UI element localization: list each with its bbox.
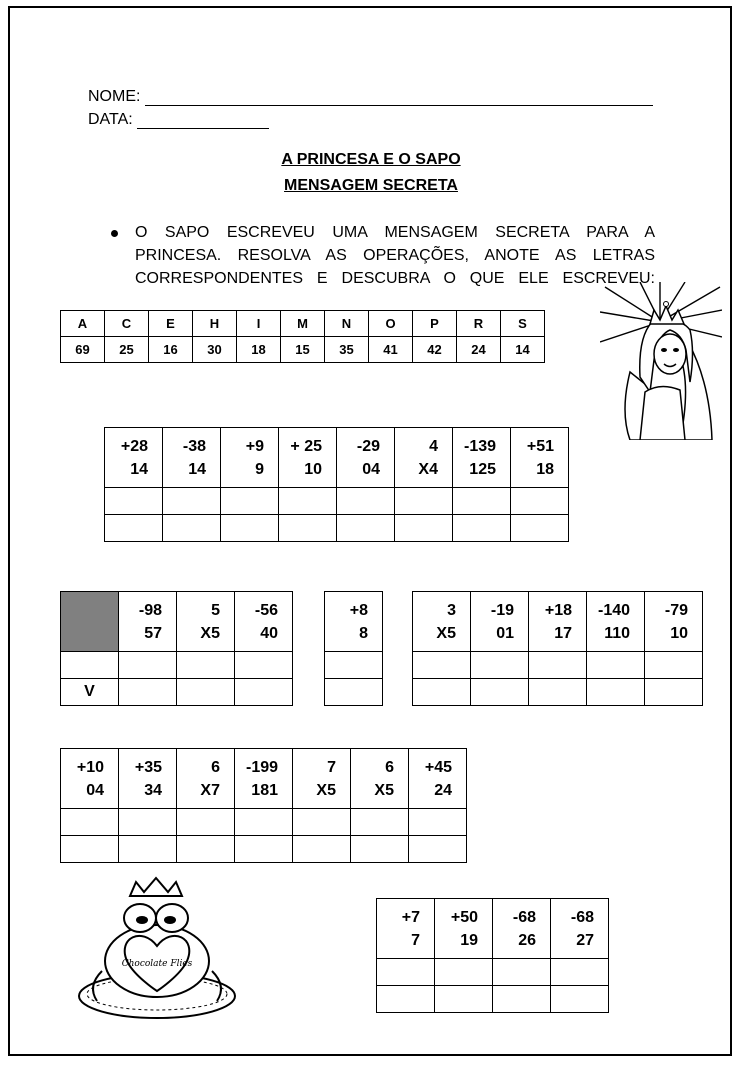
operation-text xyxy=(348,435,380,481)
operand-bottom: X5 xyxy=(316,781,336,799)
letter-row xyxy=(61,836,467,863)
operand-bottom: 7 xyxy=(411,931,420,949)
operations-group-2 xyxy=(60,591,293,706)
given-letter-v: V xyxy=(61,679,119,706)
answer-cell[interactable] xyxy=(279,488,337,515)
letter-cell[interactable] xyxy=(235,679,293,706)
letter-cell[interactable] xyxy=(377,986,435,1013)
letter-cell[interactable] xyxy=(177,679,235,706)
answer-row xyxy=(61,809,467,836)
letter-cell[interactable] xyxy=(395,515,453,542)
key-letter-cell: I xyxy=(237,311,281,337)
answer-cell[interactable] xyxy=(163,488,221,515)
operation-text xyxy=(598,599,630,645)
operation-cell xyxy=(409,749,467,809)
operand-bottom: 57 xyxy=(144,624,162,642)
key-number-cell: 16 xyxy=(149,337,193,363)
answer-row xyxy=(377,959,609,986)
answer-cell[interactable] xyxy=(177,809,235,836)
operand-bottom: 9 xyxy=(255,460,264,478)
operation-text xyxy=(130,756,162,802)
operation-text xyxy=(446,906,478,952)
operation-text xyxy=(424,599,456,645)
operand-top: 5 xyxy=(211,601,220,619)
operation-cell xyxy=(279,428,337,488)
operations-group-4 xyxy=(412,591,703,706)
answer-row xyxy=(325,652,383,679)
operation-text xyxy=(304,756,336,802)
letter-cell[interactable] xyxy=(409,836,467,863)
operation-cell xyxy=(471,592,529,652)
operation-cell xyxy=(235,592,293,652)
letter-cell[interactable] xyxy=(453,515,511,542)
operation-cell xyxy=(235,749,293,809)
frog-prince-illustration xyxy=(72,876,238,1026)
operation-text xyxy=(130,599,162,645)
operations-row xyxy=(413,592,703,652)
operation-cell xyxy=(493,899,551,959)
letter-row xyxy=(61,679,293,706)
operations-group-3 xyxy=(324,591,383,706)
operand-top: +50 xyxy=(450,908,478,926)
operand-top: +18 xyxy=(544,601,572,619)
letter-cell[interactable] xyxy=(119,836,177,863)
key-letter-cell: E xyxy=(149,311,193,337)
operation-cell xyxy=(413,592,471,652)
operations-group-1 xyxy=(104,427,569,542)
operand-top: -199 xyxy=(246,758,279,776)
operand-top: 6 xyxy=(211,758,220,776)
operation-cell xyxy=(645,592,703,652)
name-field[interactable] xyxy=(145,89,653,106)
letter-row xyxy=(325,679,383,706)
answer-cell[interactable] xyxy=(61,809,119,836)
operation-cell xyxy=(163,428,221,488)
key-letters-row xyxy=(61,311,545,337)
answer-cell[interactable] xyxy=(587,652,645,679)
letter-cell[interactable] xyxy=(177,836,235,863)
operation-text xyxy=(232,435,264,481)
letter-cell[interactable] xyxy=(337,515,395,542)
operand-top: +35 xyxy=(134,758,162,776)
instruction-line-3: CORRESPONDENTES E DESCUBRA O QUE ELE ESCREVEU: xyxy=(135,270,655,287)
answer-cell[interactable] xyxy=(435,959,493,986)
operand-bottom: 18 xyxy=(536,460,554,478)
date-label: DATA: xyxy=(88,111,133,128)
operand-bottom: X7 xyxy=(200,781,220,799)
answer-cell[interactable] xyxy=(529,652,587,679)
key-number-cell: 41 xyxy=(369,337,413,363)
operation-cell xyxy=(435,899,493,959)
letter-cell[interactable] xyxy=(493,986,551,1013)
operand-bottom: 34 xyxy=(144,781,162,799)
key-letter-cell: H xyxy=(193,311,237,337)
operand-top: -38 xyxy=(182,437,206,455)
key-letter-cell: A xyxy=(61,311,105,337)
operand-top: + 25 xyxy=(290,437,322,455)
operand-top: -56 xyxy=(254,601,278,619)
key-letter-cell: O xyxy=(369,311,413,337)
answer-cell[interactable] xyxy=(337,488,395,515)
letter-cell[interactable] xyxy=(511,515,569,542)
operand-bottom: 04 xyxy=(86,781,104,799)
operation-text xyxy=(562,906,594,952)
key-letter-cell: C xyxy=(105,311,149,337)
operation-cell xyxy=(221,428,279,488)
operation-text xyxy=(174,435,206,481)
operand-bottom: 04 xyxy=(362,460,380,478)
letter-row xyxy=(105,515,569,542)
operand-bottom: 8 xyxy=(359,624,368,642)
operation-cell xyxy=(105,428,163,488)
letter-cell[interactable] xyxy=(551,986,609,1013)
letter-cell[interactable] xyxy=(279,515,337,542)
date-field[interactable] xyxy=(137,112,269,129)
letter-cell[interactable] xyxy=(325,679,383,706)
operation-cell xyxy=(587,592,645,652)
operation-text xyxy=(188,599,220,645)
operand-bottom: 40 xyxy=(260,624,278,642)
answer-cell[interactable] xyxy=(325,652,383,679)
operation-text xyxy=(482,599,514,645)
operations-row xyxy=(325,592,383,652)
operand-top: 6 xyxy=(385,758,394,776)
bullet-icon xyxy=(111,230,118,237)
operation-text xyxy=(72,756,104,802)
answer-cell[interactable] xyxy=(453,488,511,515)
operation-text xyxy=(522,435,554,481)
operand-top: +8 xyxy=(349,601,368,619)
letter-cell[interactable] xyxy=(61,836,119,863)
operation-cell xyxy=(453,428,511,488)
operand-top: -19 xyxy=(490,601,514,619)
answer-row xyxy=(61,652,293,679)
frog-heart-text: Chocolate Flies xyxy=(121,959,193,969)
answer-cell[interactable] xyxy=(395,488,453,515)
operation-text xyxy=(188,756,220,802)
operation-text xyxy=(420,756,452,802)
letter-cell[interactable] xyxy=(293,836,351,863)
key-number-cell: 24 xyxy=(457,337,501,363)
letter-cell[interactable] xyxy=(645,679,703,706)
operations-row xyxy=(61,749,467,809)
answer-cell[interactable] xyxy=(221,488,279,515)
date-row xyxy=(88,111,269,129)
key-number-cell: 42 xyxy=(413,337,457,363)
answer-cell[interactable] xyxy=(377,959,435,986)
name-row xyxy=(88,88,653,106)
letter-cell[interactable] xyxy=(587,679,645,706)
operand-top: +9 xyxy=(245,437,264,455)
answer-cell[interactable] xyxy=(61,652,119,679)
letter-cell[interactable] xyxy=(351,836,409,863)
key-letter-cell: S xyxy=(501,311,545,337)
letter-cell[interactable] xyxy=(119,679,177,706)
operations-group-5 xyxy=(60,748,467,863)
answer-cell[interactable] xyxy=(413,652,471,679)
operation-cell xyxy=(325,592,383,652)
answer-cell[interactable] xyxy=(471,652,529,679)
name-label: NOME: xyxy=(88,88,141,105)
operand-bottom: X5 xyxy=(436,624,456,642)
operation-cell xyxy=(293,749,351,809)
operation-cell xyxy=(377,899,435,959)
operation-cell xyxy=(337,428,395,488)
answer-cell[interactable] xyxy=(119,652,177,679)
letter-cell[interactable] xyxy=(221,515,279,542)
answer-cell[interactable] xyxy=(105,488,163,515)
operand-bottom: 19 xyxy=(460,931,478,949)
operand-top: -140 xyxy=(598,601,631,619)
operations-group-6 xyxy=(376,898,609,1013)
answer-cell[interactable] xyxy=(177,652,235,679)
operand-top: +45 xyxy=(424,758,452,776)
operand-bottom: X5 xyxy=(200,624,220,642)
operation-text xyxy=(504,906,536,952)
answer-cell[interactable] xyxy=(409,809,467,836)
key-numbers-row xyxy=(61,337,545,363)
operand-top: 7 xyxy=(327,758,336,776)
operand-top: 3 xyxy=(447,601,456,619)
operand-bottom: 17 xyxy=(554,624,572,642)
operand-top: +51 xyxy=(526,437,554,455)
operand-bottom: X4 xyxy=(418,460,438,478)
operand-top: +28 xyxy=(120,437,148,455)
letter-cell[interactable] xyxy=(235,836,293,863)
key-number-cell: 25 xyxy=(105,337,149,363)
operand-top: -79 xyxy=(664,601,688,619)
answer-cell[interactable] xyxy=(645,652,703,679)
letter-cell[interactable] xyxy=(471,679,529,706)
answer-cell[interactable] xyxy=(235,652,293,679)
key-number-cell: 30 xyxy=(193,337,237,363)
key-number-cell: 15 xyxy=(281,337,325,363)
operation-cell xyxy=(177,749,235,809)
answer-cell[interactable] xyxy=(551,959,609,986)
operation-cell xyxy=(529,592,587,652)
operation-text xyxy=(336,599,368,645)
key-number-cell: 69 xyxy=(61,337,105,363)
operation-cell xyxy=(61,749,119,809)
operation-text xyxy=(290,435,322,481)
princess-illustration xyxy=(600,282,722,440)
operation-cell xyxy=(177,592,235,652)
operation-text xyxy=(388,906,420,952)
operand-bottom: 24 xyxy=(434,781,452,799)
operand-top: -139 xyxy=(464,437,497,455)
key-letter-cell: R xyxy=(457,311,501,337)
key-letter-cell: N xyxy=(325,311,369,337)
operation-text xyxy=(464,435,496,481)
operation-text xyxy=(246,756,278,802)
operation-cell xyxy=(395,428,453,488)
key-letter-cell: M xyxy=(281,311,325,337)
operand-top: +7 xyxy=(401,908,420,926)
operand-bottom: 26 xyxy=(518,931,536,949)
operand-bottom: 14 xyxy=(130,460,148,478)
operation-cell xyxy=(511,428,569,488)
operation-text xyxy=(362,756,394,802)
instruction-line-2: PRINCESA. RESOLVA AS OPERAÇÕES, ANOTE AS LETRAS xyxy=(135,247,655,264)
operation-text xyxy=(246,599,278,645)
answer-cell[interactable] xyxy=(511,488,569,515)
letter-cell[interactable] xyxy=(413,679,471,706)
operand-top: -68 xyxy=(512,908,536,926)
operand-bottom: 10 xyxy=(670,624,688,642)
letter-cell[interactable] xyxy=(529,679,587,706)
operand-top: -68 xyxy=(570,908,594,926)
key-letter-cell: P xyxy=(413,311,457,337)
operand-bottom: 14 xyxy=(188,460,206,478)
operation-text xyxy=(540,599,572,645)
operation-text xyxy=(116,435,148,481)
operation-cell xyxy=(119,592,177,652)
instruction-line-1: O SAPO ESCREVEU UMA MENSAGEM SECRETA PARA A xyxy=(135,224,655,241)
answer-cell[interactable] xyxy=(293,809,351,836)
title-line-2: MENSAGEM SECRETA xyxy=(284,177,458,194)
letter-cell[interactable] xyxy=(163,515,221,542)
operation-cell xyxy=(119,749,177,809)
answer-row xyxy=(413,652,703,679)
letter-row xyxy=(413,679,703,706)
operand-top: -98 xyxy=(138,601,162,619)
key-number-cell: 14 xyxy=(501,337,545,363)
title-line-1: A PRINCESA E O SAPO xyxy=(281,151,461,168)
operand-top: 4 xyxy=(429,437,438,455)
letter-cell[interactable] xyxy=(435,986,493,1013)
operations-row xyxy=(377,899,609,959)
answer-row xyxy=(105,488,569,515)
operation-cell xyxy=(351,749,409,809)
shaded-cell xyxy=(61,592,119,652)
operations-row xyxy=(61,592,293,652)
operand-bottom: 10 xyxy=(304,460,322,478)
operand-top: +10 xyxy=(76,758,104,776)
answer-cell[interactable] xyxy=(493,959,551,986)
answer-cell[interactable] xyxy=(235,809,293,836)
operand-top: -29 xyxy=(356,437,380,455)
answer-cell[interactable] xyxy=(119,809,177,836)
operation-cell xyxy=(551,899,609,959)
operation-text xyxy=(406,435,438,481)
letter-row xyxy=(377,986,609,1013)
operand-bottom: 125 xyxy=(469,460,496,478)
operand-bottom: 01 xyxy=(496,624,514,642)
letter-cell[interactable] xyxy=(105,515,163,542)
operand-bottom: 181 xyxy=(251,781,278,799)
operations-row xyxy=(105,428,569,488)
operand-bottom: X5 xyxy=(374,781,394,799)
operand-bottom: 110 xyxy=(604,624,630,642)
letter-key-table xyxy=(60,310,545,363)
key-number-cell: 35 xyxy=(325,337,369,363)
key-number-cell: 18 xyxy=(237,337,281,363)
operand-bottom: 27 xyxy=(576,931,594,949)
operation-text xyxy=(656,599,688,645)
answer-cell[interactable] xyxy=(351,809,409,836)
